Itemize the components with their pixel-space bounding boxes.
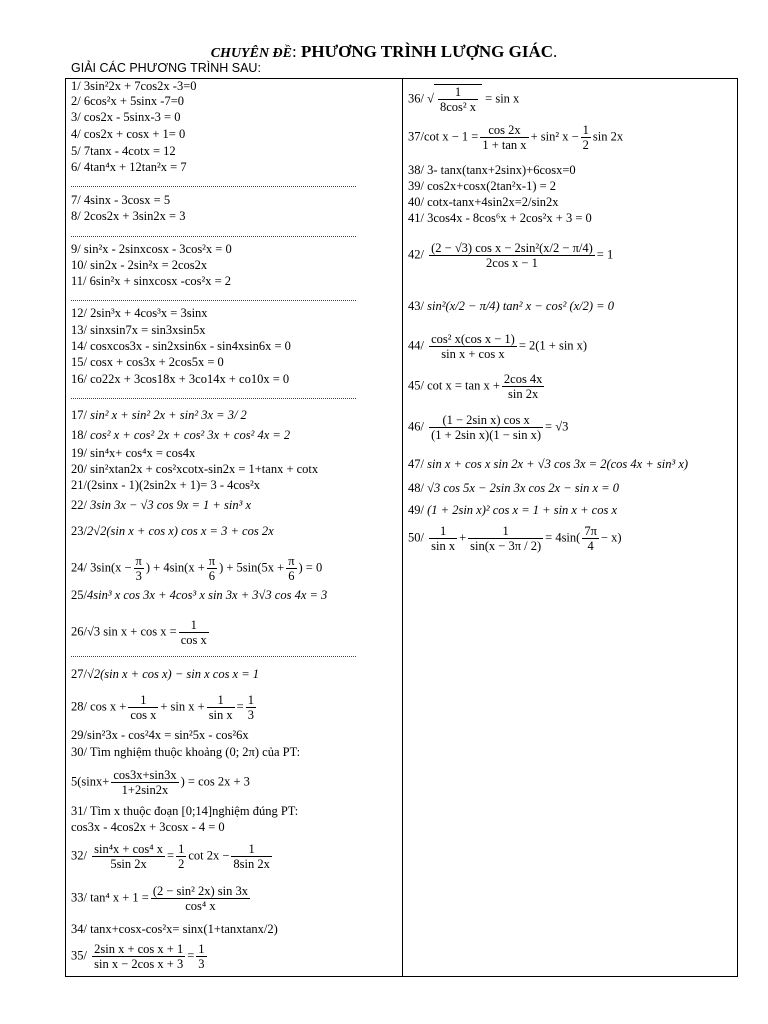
problem-16: 16/ co22x + 3cos18x + 3co14x + co10x = 0 (71, 372, 290, 386)
problem-20: 20/ sin²xtan2x + cos²xcotx-sin2x = 1+tanx + cotx (71, 462, 319, 476)
problem-34: 34/ tanx+cosx-cos²x= sinx(1+tanxtanx/2) (71, 922, 278, 936)
problem-8: 8/ 2cos2x + 3sin2x = 3 (71, 209, 186, 223)
problem-3: 3/ cos2x - 5sinx-3 = 0 (71, 110, 181, 124)
problem-36: 36/ √ $\frac{1}{\text{8cos² x}}$ = sin x (408, 85, 520, 114)
problem-22: 22/ 3sin 3x − √3 cos 9x = 1 + sin³ x (71, 498, 252, 512)
problem-6: 6/ 4tan⁴x + 12tan²x = 7 (71, 160, 187, 174)
problem-10: 10/ sin2x - 2sin²x = 2cos2x (71, 258, 208, 272)
problem-40: 40/ cotx-tanx+4sin2x=2/sin2x (408, 195, 559, 209)
problem-41: 41/ 3cos4x - 8cos⁶x + 2cos²x + 3 = 0 (408, 211, 592, 225)
problem-21: 21/(2sinx - 1)(2sin2x + 1)= 3 - 4cos²x (71, 478, 261, 492)
problem-38: 38/ 3- tanx(tanx+2sinx)+6cosx=0 (408, 163, 576, 177)
page-title: CHUYÊN ĐỀ: PHƯƠNG TRÌNH LƯỢNG GIÁC. (210, 42, 558, 61)
problem-33: 33/ tan⁴ x + 1 = $\frac{\text{(2 − sin² 2x) sin 3x}}{\text{cos⁴ x}}$ (71, 884, 249, 913)
problem-5: 5/ 7tanx - 4cotx = 12 (71, 144, 176, 158)
problem-7: 7/ 4sinx - 3cosx = 5 (71, 193, 171, 207)
problem-23: 23/2√2(sin x + cos x) cos x = 3 + cos 2x (71, 524, 274, 538)
separator (71, 300, 356, 301)
problem-12: 12/ 2sin³x + 4cos³x = 3sinx (71, 306, 208, 320)
separator (71, 236, 356, 237)
problem-45: 45/ cot x = tan x + $\frac{2\cos 4x}{\sin 2x}$ (408, 372, 543, 401)
problem-30-equation: 5(sinx+ $\frac{\cos 3x+\sin 3x}{1+2\sin 2x}$ ) = cos 2x + 3 (71, 768, 250, 797)
problem-29: 29/sin²3x - cos²4x = sin²5x - cos²6x (71, 728, 249, 742)
problem-17: 17/ sin² x + sin² 2x + sin² 3x = 3/ 2 (71, 408, 247, 422)
problem-26: 26/√3 sin x + cos x = $\frac{1}{\text{cos x}}$ (71, 618, 207, 647)
problem-24: 24/ 3sin(x − $\frac{\pi}{3}$ ) + 4sin(x + $\frac{\pi}{6}$ ) + 5sin(5x + $\frac{\pi}{6}$ ) = 0 (71, 554, 323, 583)
problem-50: 50/ $\frac{1}{\text{sin x}}$ + $\frac{1}{\sin(x - 3\pi / 2)}$ = 4sin( $\frac{7\pi}{4}$ − x) (408, 524, 622, 553)
problem-48: 48/ √3 cos 5x − 2sin 3x cos 2x − sin x = 0 (408, 481, 619, 495)
problem-31-equation: cos3x - 4cos2x + 3cosx - 4 = 0 (71, 820, 225, 834)
problem-47: 47/ sin x + cos x sin 2x + √3 cos 3x = 2(cos 4x + sin³ x) (408, 457, 689, 471)
problem-13: 13/ sinxsin7x = sin3xsin5x (71, 323, 206, 337)
problem-44: 44/ $\frac{\text{cos² x(cos x − 1)}}{\text{sin x + cos x}}$ = 2(1 + sin x) (408, 332, 588, 361)
problem-43: 43/ sin²(x/2 − π/4) tan² x − cos² (x/2) = 0 (408, 299, 614, 313)
problem-1: 1/ 3sin²2x + 7cos2x -3=0 (71, 79, 197, 93)
problem-31: 31/ Tìm x thuộc đoạn [0;14]nghiệm đúng PT: (71, 804, 299, 818)
problem-18: 18/ cos² x + cos² 2x + cos² 3x + cos² 4x = 2 (71, 428, 291, 442)
separator (71, 398, 356, 399)
problem-15: 15/ cosx + cos3x + 2cos5x = 0 (71, 355, 224, 369)
problem-27: 27/√2(sin x + cos x) − sin x cos x = 1 (71, 667, 260, 681)
problem-19: 19/ sin⁴x+ cos⁴x = cos4x (71, 446, 196, 460)
title-lead: CHUYÊN ĐỀ (210, 46, 293, 61)
problem-42: 42/ $\frac{\text{(2 − √3) cos x − 2sin²(x/2 − π/4)}}{\text{2cos x − 1}}$ = 1 (408, 241, 614, 270)
problem-2: 2/ 6cos²x + 5sinx -7=0 (71, 94, 184, 108)
problem-9: 9/ sin²x - 2sinxcosx - 3cos²x = 0 (71, 242, 232, 256)
problem-37: 37/cot x − 1 = $\frac{\cos 2x}{\text{1 + tan x}}$ + sin² x − $\frac{1}{2}$ sin 2x (408, 123, 624, 152)
problem-30: 30/ Tìm nghiệm thuộc khoảng (0; 2π) của PT: (71, 745, 301, 759)
problem-35: 35/ $\frac{\text{2sin x + cos x + 1}}{\text{sin x − 2cos x + 3}}$ = $\frac{1}{3}$ (71, 942, 205, 971)
problem-14: 14/ cosxcos3x - sin2xsin6x - sin4xsin6x = 0 (71, 339, 291, 353)
problem-28: 28/ cos x + $\frac{1}{\text{cos x}}$ + sin x + $\frac{1}{\text{sin x}}$ = $\frac{1}{3}$ (71, 693, 254, 722)
problem-32: 32/ $\frac{\text{sin⁴x + cos⁴ x}}{5\sin 2x}$ = $\frac{1}{2}$ cot 2x − $\frac{1}{8\sin 2x}$ (71, 842, 270, 871)
problem-11: 11/ 6sin²x + sinxcosx -cos²x = 2 (71, 274, 232, 288)
problem-39: 39/ cos2x+cosx(2tan²x-1) = 2 (408, 179, 557, 193)
column-divider (402, 78, 403, 977)
separator (71, 186, 356, 187)
problem-46: 46/ $\frac{\text{(1 − 2sin x) cos x}}{\text{(1 + 2sin x)(1 − sin x)}}$ = √3 (408, 413, 569, 442)
problem-4: 4/ cos2x + cosx + 1= 0 (71, 127, 186, 141)
separator (71, 656, 356, 657)
problem-25: 25/4sin³ x cos 3x + 4cos³ x sin 3x + 3√3 cos 4x = 3 (71, 588, 328, 602)
instruction: GIẢI CÁC PHƯƠNG TRÌNH SAU: (71, 61, 261, 75)
title-main: PHƯƠNG TRÌNH LƯỢNG GIÁC (301, 42, 554, 61)
problem-49: 49/ (1 + 2sin x)² cos x = 1 + sin x + cos x (408, 503, 617, 517)
